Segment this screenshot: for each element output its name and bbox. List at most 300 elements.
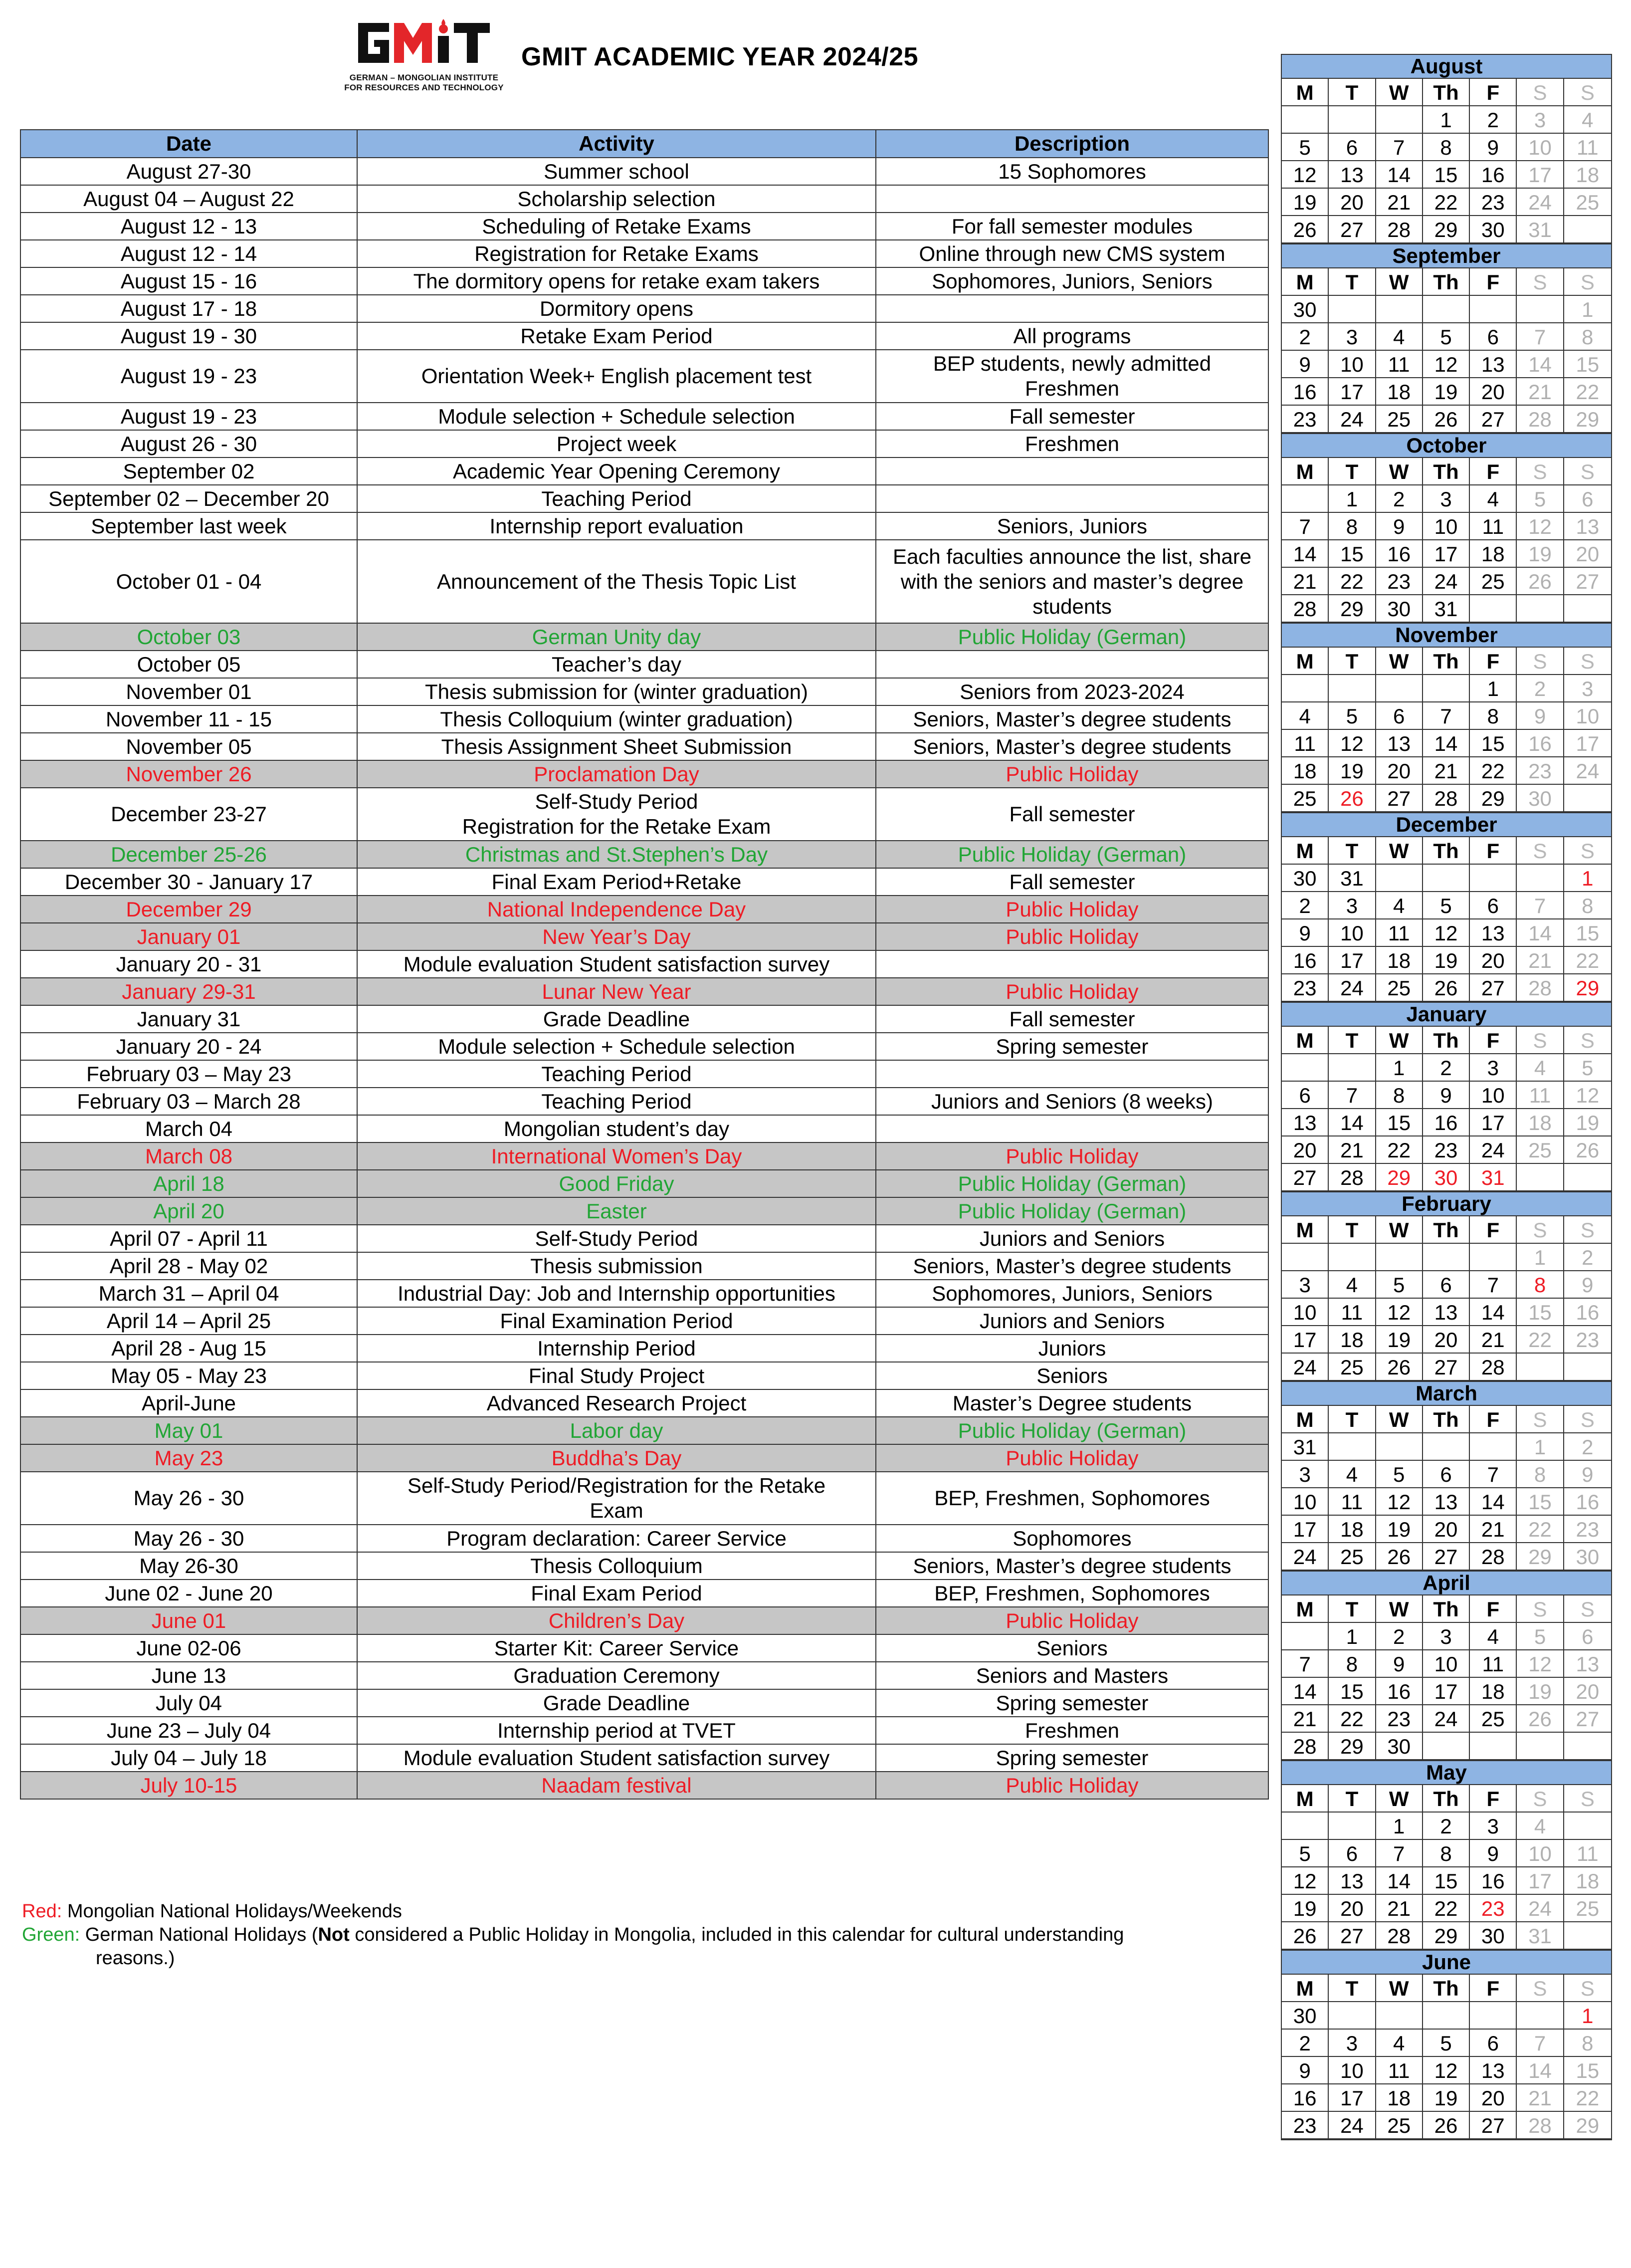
cell-date: October 01 - 04 [20,540,357,623]
weekday-header: S [1517,79,1564,106]
weekday-header: F [1470,648,1517,675]
month-title: November [1282,624,1611,648]
day-cell: 14 [1517,2057,1564,2084]
cell-description: Public Holiday (German) [876,1417,1268,1444]
cell-activity: Teaching Period [357,1060,876,1088]
cell-date: December 29 [20,896,357,923]
day-cell [1564,785,1611,812]
cell-date: January 29-31 [20,978,357,1005]
day-cell [1329,1433,1376,1461]
day-cell: 27 [1376,785,1423,812]
day-cell: 9 [1564,1461,1611,1488]
day-cell [1282,1054,1329,1082]
table-row [20,1005,1268,1033]
day-cell: 13 [1423,1488,1470,1516]
day-cell: 24 [1282,1543,1329,1571]
day-cell: 1 [1517,1244,1564,1271]
day-cell: 28 [1517,406,1564,433]
day-cell: 23 [1564,1516,1611,1543]
weekday-header: T [1329,837,1376,865]
day-cell: 6 [1470,2030,1517,2057]
day-cell: 21 [1376,189,1423,216]
cell-activity: Final Study Project [357,1362,876,1389]
day-cell: 12 [1376,1299,1423,1326]
day-cell: 14 [1282,540,1329,568]
weekday-header: T [1329,1595,1376,1623]
day-cell: 19 [1376,1516,1423,1543]
cell-activity: International Women’s Day [357,1142,876,1170]
day-cell: 24 [1329,974,1376,1002]
day-cell: 31 [1517,1922,1564,1950]
weekday-header: M [1282,648,1329,675]
cell-date: January 31 [20,1005,357,1033]
day-cell [1329,1244,1376,1271]
day-cell [1517,1733,1564,1760]
day-cell: 9 [1376,513,1423,540]
cell-description: Seniors, Master’s degree students [876,733,1268,760]
day-cell: 2 [1423,1054,1470,1082]
day-cell: 11 [1329,1488,1376,1516]
day-cell: 23 [1470,1895,1517,1922]
table-row [20,1417,1268,1444]
weekday-header: W [1376,79,1423,106]
cell-description: Seniors, Juniors [876,512,1268,540]
cell-description [876,1115,1268,1142]
day-cell: 3 [1470,1813,1517,1840]
cell-activity: Announcement of the Thesis Topic List [357,540,876,623]
cell-date: May 23 [20,1444,357,1472]
weekday-header: W [1376,1406,1423,1433]
day-cell: 5 [1423,892,1470,919]
day-cell: 30 [1376,1733,1423,1760]
day-cell: 30 [1423,1164,1470,1191]
day-cell: 2 [1517,675,1564,702]
day-cell: 7 [1423,702,1470,730]
day-cell: 12 [1376,1488,1423,1516]
day-cell: 2 [1376,1623,1423,1650]
cell-description: Juniors [876,1335,1268,1362]
legend-green-key: Green: [22,1924,80,1945]
day-cell: 3 [1423,485,1470,513]
day-cell: 8 [1376,1082,1423,1109]
day-cell: 18 [1517,1109,1564,1136]
weekday-header: F [1470,268,1517,296]
table-row [20,1607,1268,1634]
day-cell: 20 [1470,378,1517,406]
cell-description: Sophomores [876,1525,1268,1552]
weekday-header: S [1564,1785,1611,1813]
cell-activity: Lunar New Year [357,978,876,1005]
cell-description [876,651,1268,678]
weekday-header: F [1470,458,1517,485]
day-cell: 18 [1376,378,1423,406]
weekday-header: S [1517,1027,1564,1054]
legend-red-key: Red: [22,1901,62,1922]
table-row [20,1717,1268,1744]
month-june [1281,1951,1612,2140]
day-cell: 28 [1517,2112,1564,2139]
day-cell: 2 [1282,892,1329,919]
day-cell: 16 [1470,161,1517,189]
day-cell: 4 [1517,1054,1564,1082]
weekday-header: T [1329,1785,1376,1813]
weekday-header: W [1376,1027,1423,1054]
weekday-header: M [1282,1216,1329,1244]
day-cell: 11 [1376,351,1423,378]
day-cell [1470,865,1517,892]
day-cell: 8 [1564,323,1611,351]
cell-activity: Self-Study Period/Registration for the Retake Exam [357,1472,876,1525]
day-cell: 19 [1423,947,1470,974]
day-cell: 30 [1517,785,1564,812]
day-cell: 31 [1470,1164,1517,1191]
day-cell: 12 [1517,513,1564,540]
table-row [20,512,1268,540]
cell-description [876,485,1268,512]
day-cell: 27 [1470,2112,1517,2139]
cell-description: Spring semester [876,1744,1268,1772]
weekday-header: M [1282,1595,1329,1623]
day-cell: 11 [1376,919,1423,947]
day-cell [1423,1244,1470,1271]
legend-green-text-2: considered a Public Holiday in Mongolia, included in this calendar for cultural understanding [349,1924,1124,1945]
weekday-header: S [1517,648,1564,675]
day-cell: 10 [1517,1840,1564,1867]
cell-date: January 20 - 24 [20,1033,357,1060]
table-row [20,896,1268,923]
day-cell: 30 [1470,216,1517,243]
day-cell: 2 [1376,485,1423,513]
day-cell: 25 [1470,1705,1517,1733]
day-cell: 15 [1376,1109,1423,1136]
legend-green-text-1: German National Holidays ( [80,1924,318,1945]
day-cell: 14 [1470,1488,1517,1516]
cell-description: Public Holiday (German) [876,1197,1268,1225]
day-cell: 28 [1470,1543,1517,1571]
month-grid [1282,837,1611,1002]
cell-description: BEP, Freshmen, Sophomores [876,1580,1268,1607]
weekday-header: T [1329,79,1376,106]
cell-date: August 12 - 14 [20,240,357,267]
day-cell: 14 [1376,1867,1423,1895]
cell-date: April-June [20,1389,357,1417]
cell-activity: Thesis submission for (winter graduation) [357,678,876,705]
cell-description: Fall semester [876,1005,1268,1033]
weekday-header: Th [1423,458,1470,485]
day-cell: 16 [1564,1488,1611,1516]
cell-date: July 10-15 [20,1772,357,1799]
day-cell: 25 [1376,974,1423,1002]
table-row [20,1307,1268,1335]
day-cell: 22 [1423,189,1470,216]
day-cell: 9 [1564,1271,1611,1299]
day-cell: 19 [1376,1326,1423,1354]
cell-description: Public Holiday (German) [876,623,1268,651]
weekday-header: M [1282,837,1329,865]
day-cell: 5 [1423,2030,1470,2057]
day-cell [1423,865,1470,892]
cell-description [876,950,1268,978]
day-cell: 25 [1376,406,1423,433]
day-cell: 7 [1376,1840,1423,1867]
day-cell: 23 [1282,2112,1329,2139]
month-november [1281,624,1612,813]
cell-description: For fall semester modules [876,213,1268,240]
cell-activity: Scholarship selection [357,185,876,213]
day-cell: 28 [1329,1164,1376,1191]
day-cell: 14 [1282,1678,1329,1705]
cell-date: June 02-06 [20,1634,357,1662]
weekday-header: F [1470,1785,1517,1813]
day-cell: 18 [1329,1516,1376,1543]
day-cell: 5 [1564,1054,1611,1082]
cell-activity: Project week [357,430,876,457]
day-cell: 27 [1329,1922,1376,1950]
day-cell: 19 [1564,1109,1611,1136]
month-grid [1282,458,1611,623]
day-cell [1423,1733,1470,1760]
day-cell [1329,675,1376,702]
day-cell: 23 [1564,1326,1611,1354]
month-grid [1282,1216,1611,1381]
weekday-header: T [1329,458,1376,485]
day-cell: 8 [1517,1271,1564,1299]
day-cell: 4 [1564,106,1611,134]
day-cell: 22 [1564,378,1611,406]
day-cell: 24 [1282,1354,1329,1381]
day-cell: 16 [1470,1867,1517,1895]
weekday-header: S [1564,1406,1611,1433]
schedule-table [20,129,1269,1800]
day-cell: 27 [1470,406,1517,433]
day-cell: 28 [1376,1922,1423,1950]
day-cell: 4 [1376,2030,1423,2057]
day-cell: 27 [1423,1354,1470,1381]
weekday-header: Th [1423,1406,1470,1433]
day-cell: 18 [1470,1678,1517,1705]
day-cell: 3 [1329,2030,1376,2057]
weekday-header: S [1517,1785,1564,1813]
day-cell: 3 [1282,1271,1329,1299]
day-cell: 29 [1470,785,1517,812]
month-grid [1282,1975,1611,2139]
cell-description [876,457,1268,485]
cell-description: Online through new CMS system [876,240,1268,267]
logo-subtitle [334,73,514,93]
day-cell: 12 [1282,1867,1329,1895]
day-cell: 5 [1376,1461,1423,1488]
cell-description: Public Holiday [876,978,1268,1005]
day-cell: 26 [1376,1543,1423,1571]
weekday-header: T [1329,648,1376,675]
day-cell: 26 [1423,406,1470,433]
day-cell: 26 [1564,1136,1611,1164]
day-cell: 7 [1329,1082,1376,1109]
day-cell: 6 [1423,1271,1470,1299]
cell-activity: Orientation Week+ English placement test [357,350,876,403]
table-row [20,158,1268,185]
cell-activity: Retake Exam Period [357,322,876,350]
day-cell: 10 [1282,1299,1329,1326]
table-header-row [20,130,1268,158]
gmit-logo-mark [354,18,494,68]
cell-activity: Final Examination Period [357,1307,876,1335]
table-row [20,1772,1268,1799]
day-cell: 7 [1517,2030,1564,2057]
weekday-header: Th [1423,1975,1470,2002]
cell-activity: Buddha’s Day [357,1444,876,1472]
day-cell: 31 [1329,865,1376,892]
cell-date: March 04 [20,1115,357,1142]
day-cell: 26 [1282,1922,1329,1950]
cell-activity: Thesis submission [357,1252,876,1280]
cell-activity: Self-Study Period Registration for the Retake Exam [357,788,876,841]
month-title: August [1282,55,1611,79]
day-cell: 22 [1564,947,1611,974]
table-row [20,1580,1268,1607]
cell-date: July 04 – July 18 [20,1744,357,1772]
day-cell: 10 [1329,351,1376,378]
day-cell: 25 [1470,568,1517,595]
month-title: April [1282,1572,1611,1595]
day-cell: 9 [1423,1082,1470,1109]
cell-activity: Program declaration: Career Service [357,1525,876,1552]
day-cell: 23 [1282,406,1329,433]
day-cell: 18 [1470,540,1517,568]
table-row [20,1060,1268,1088]
day-cell: 5 [1282,1840,1329,1867]
day-cell: 26 [1423,2112,1470,2139]
day-cell [1376,675,1423,702]
day-cell: 10 [1329,919,1376,947]
cell-date: October 03 [20,623,357,651]
day-cell: 6 [1329,134,1376,161]
cell-description: All programs [876,322,1268,350]
day-cell: 31 [1517,216,1564,243]
day-cell: 30 [1282,2002,1329,2030]
day-cell [1376,2002,1423,2030]
cell-activity: Internship period at TVET [357,1717,876,1744]
day-cell: 26 [1517,1705,1564,1733]
weekday-header: S [1564,1595,1611,1623]
day-cell [1517,595,1564,623]
day-cell: 13 [1470,919,1517,947]
day-cell: 15 [1470,730,1517,757]
day-cell: 15 [1564,2057,1611,2084]
day-cell: 4 [1517,1813,1564,1840]
day-cell: 29 [1517,1543,1564,1571]
day-cell: 18 [1376,947,1423,974]
day-cell: 7 [1517,892,1564,919]
weekday-header: S [1564,268,1611,296]
cell-description: Sophomores, Juniors, Seniors [876,1280,1268,1307]
cell-date: September last week [20,512,357,540]
cell-date: January 20 - 31 [20,950,357,978]
legend-red [22,1900,1249,1923]
day-cell: 10 [1423,513,1470,540]
day-cell [1517,2002,1564,2030]
month-grid [1282,1785,1611,1950]
table-row [20,1142,1268,1170]
day-cell: 9 [1282,919,1329,947]
cell-date: April 28 - May 02 [20,1252,357,1280]
day-cell [1564,216,1611,243]
day-cell: 3 [1470,1054,1517,1082]
day-cell: 1 [1564,865,1611,892]
day-cell: 18 [1376,2084,1423,2112]
day-cell: 30 [1376,595,1423,623]
cell-activity: Summer school [357,158,876,185]
cell-date: November 26 [20,760,357,788]
weekday-header: S [1517,1975,1564,2002]
day-cell: 19 [1517,1678,1564,1705]
day-cell: 17 [1517,1867,1564,1895]
cell-activity: Thesis Assignment Sheet Submission [357,733,876,760]
day-cell: 23 [1376,1705,1423,1733]
cell-description: Juniors and Seniors [876,1225,1268,1252]
table-row [20,1197,1268,1225]
table-row [20,1444,1268,1472]
day-cell: 21 [1282,568,1329,595]
cell-date: August 15 - 16 [20,267,357,295]
weekday-header: S [1564,1027,1611,1054]
month-title: March [1282,1382,1611,1406]
weekday-header: S [1564,458,1611,485]
cell-description: Public Holiday (German) [876,1170,1268,1197]
table-row [20,240,1268,267]
day-cell: 16 [1282,947,1329,974]
day-cell: 6 [1376,702,1423,730]
day-cell: 8 [1329,1650,1376,1678]
legend-green-continued: reasons.) [96,1948,175,1969]
weekday-header: F [1470,837,1517,865]
cell-description: Public Holiday [876,896,1268,923]
day-cell: 13 [1329,1867,1376,1895]
day-cell: 8 [1423,134,1470,161]
day-cell: 17 [1329,2084,1376,2112]
day-cell: 6 [1564,1623,1611,1650]
cell-date: December 25-26 [20,841,357,868]
day-cell: 22 [1517,1516,1564,1543]
cell-activity: Graduation Ceremony [357,1662,876,1689]
cell-activity: New Year’s Day [357,923,876,950]
table-row [20,733,1268,760]
day-cell: 29 [1329,1733,1376,1760]
day-cell: 21 [1517,378,1564,406]
table-row [20,322,1268,350]
day-cell [1282,106,1329,134]
weekday-header: S [1564,1975,1611,2002]
day-cell: 10 [1517,134,1564,161]
weekday-header: F [1470,1406,1517,1433]
table-row [20,1252,1268,1280]
day-cell: 7 [1470,1271,1517,1299]
cell-description: Fall semester [876,403,1268,430]
day-cell: 10 [1470,1082,1517,1109]
cell-activity: German Unity day [357,623,876,651]
cell-activity: Grade Deadline [357,1005,876,1033]
cell-description: BEP students, newly admitted Freshmen [876,350,1268,403]
cell-activity: The dormitory opens for retake exam takers [357,267,876,295]
table-row [20,923,1268,950]
cell-activity: Easter [357,1197,876,1225]
weekday-header: M [1282,1975,1329,2002]
table-row [20,1280,1268,1307]
day-cell: 31 [1282,1433,1329,1461]
weekday-header: W [1376,1595,1423,1623]
cell-activity: Module selection + Schedule selection [357,1033,876,1060]
day-cell: 13 [1470,2057,1517,2084]
